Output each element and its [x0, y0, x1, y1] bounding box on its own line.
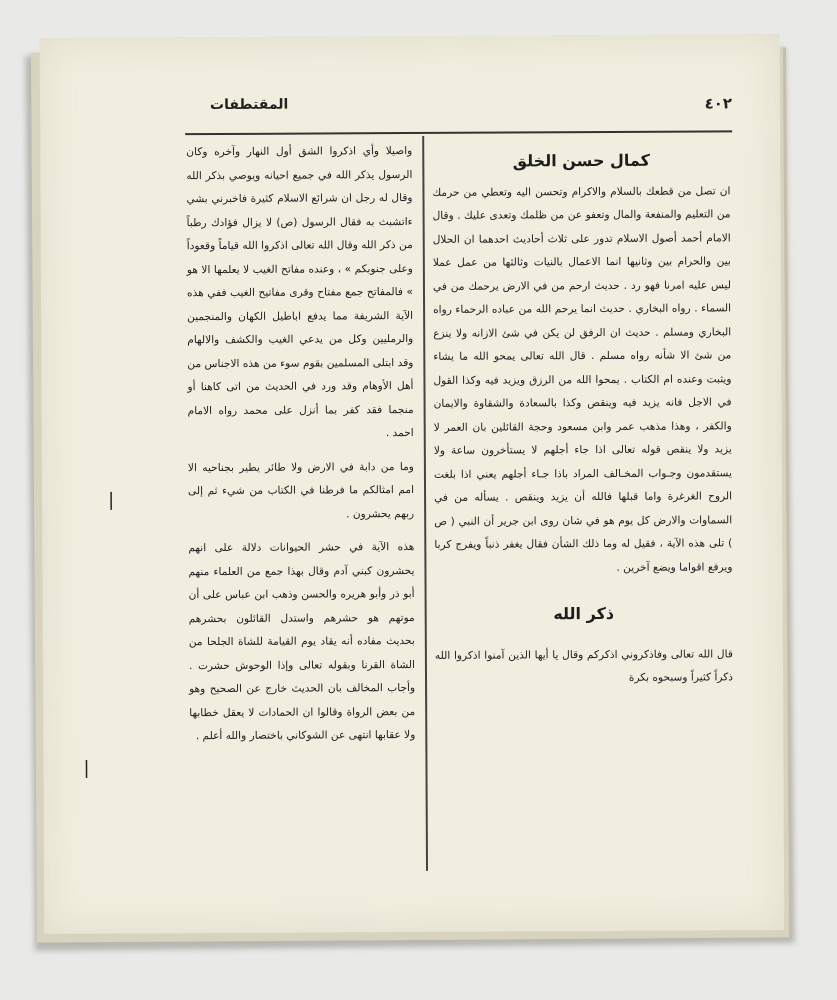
paragraph-animals-resurrection: هذه الآية في حشر الحيوانات دلالة على انهم يحشرون كبني آدم وقال بهذا جمع من العلماء منهم أبو ذر وأبو هريره والحسن وذهب ابن عباس على أن موتهم هو حشرهم واستدل القائلون بحشرهم بحديث مفاده أنه يقاد يوم القيامة للشاة الجلحا من الشاة القرنا وبقوله تعالى وإذا الوحوش حشرت . وأجاب المخالف بان الحديث خارج عن الصحيح وهو من بعض الرواة وقالوا ان الحمادات لا يعقل خطابها ولا عقابها انتهى عن الشوكاني باختصار والله أعلم .: [188, 540, 416, 743]
section-body-good-character: ان تصل من قطعك بالسلام والاكرام وتحسن اليه وتعطي من حرمك من التعليم والمنفعة والمال وتعفو عن من ظلمك وتعدى عليك . وقال الامام أحمد أصول الاسلام تدور على ثلاث أحاديث احدهما ان الحلال بين والحرام بين وثانيها انما الاعمال بالنيات وثالثها من عمل عملا ليس عليه امرنا فهو رد . حديث ارحم من في الارض يرحمك من في السماء . رواه البخاري . حديث انما يرحم الله من عباده الرحماء رواه البخاري ومسلم . حديث ان الرفق لن يكن في شئ الازانه ولا ينزع من شئ الا شأنه رواه مسلم . قال الله تعالى يمحو الله ما يشاء ويثبت وعنده ام الكتاب . يمحوا الله من الرزق ويزيد فيه وكذا القول في الاجل فانه يزيد فيه وينقص وكذا بالسعادة والشقاوة والايمان والكفر ، وهذا مذهب عمر وابن مسعود وحجة القائلين بان العمر لا يزيد ولا ينقص قوله تعالى اذا جاء أجلهم لا يستأخرون ساعة ولا يستقدمون وجـواب المخـالف المراد باذا جـاء أجلهم يعني اذا بلغت الروح الغرغرة واما قبلها فالله أن يزيد وينقص . يسأله من في السماوات والارض كل يوم هو في شان روى ابن جرير أن النبي ( ص ) تلى هذه الآية ، فقيل له وما ذلك الشأن فقال يغفر ذنباً ويفرج كربا ويرفع اقواما ويضع آخرين .: [432, 184, 733, 574]
running-header: [180, 94, 732, 123]
column-divider: [422, 136, 427, 871]
left-column: [186, 140, 415, 749]
magazine-name: المقتطفات: [209, 96, 289, 114]
margin-mark: |: [83, 757, 90, 779]
right-column: [432, 144, 733, 691]
paragraph-verse: وما من دابة في الارض ولا طائر يطير بجناحيه الا امم امثالكم ما فرطنا في الكتاب من شيء ثم إلى ربهم يحشرون .: [187, 460, 415, 520]
paragraph-remembrance-cont: واصيلا وأي اذكروا الشق أول النهار وآخره وكان الرسول يذكر الله في جميع احيانه ويوصي بذكر الله وقال له رجل ان شرائع الاسلام كثيرة فاخبرني بشي ءاتشبث به فقال الرسول (ص) لا يزال فؤادك رطباً من ذكر الله وقال الله تعالى اذكروا الله قياماً وقعوداً وعلى جنوبكم » ، وعنده مفاتح الغيب لا يعلمها الا هو » فالمفاتح جمع مفتاح وقرى مفاتيح الغيب ففي هذه الآية الشريفة مما يدفع اباطيل الكهان والمنجمين والرمليين وكل من يدعي الغيب والكشف والالهام وقد ابتلى المسلمين بقوم سوء من هذه الاجناس من أهل الأوهام وقد ورد في الحديث من اتى كاهنا أو منجما فقد كفر بما أنزل على محمد رواه الامام احمد .: [186, 144, 414, 440]
section-title-remembrance: ذكر الله: [553, 603, 615, 624]
section-title-good-character: كمال حسن الخلق: [512, 150, 650, 171]
header-rule: [185, 130, 732, 135]
margin-mark: |: [108, 489, 115, 511]
page-number: ٤٠٢: [704, 94, 733, 113]
document-page: [40, 34, 785, 934]
section-body-remembrance: قال الله تعالى وفاذكروني اذكركم وقال يا أيها الذين آمنوا اذكروا الله ذكراً كثيراً وسبحوه بكرة: [434, 647, 734, 684]
